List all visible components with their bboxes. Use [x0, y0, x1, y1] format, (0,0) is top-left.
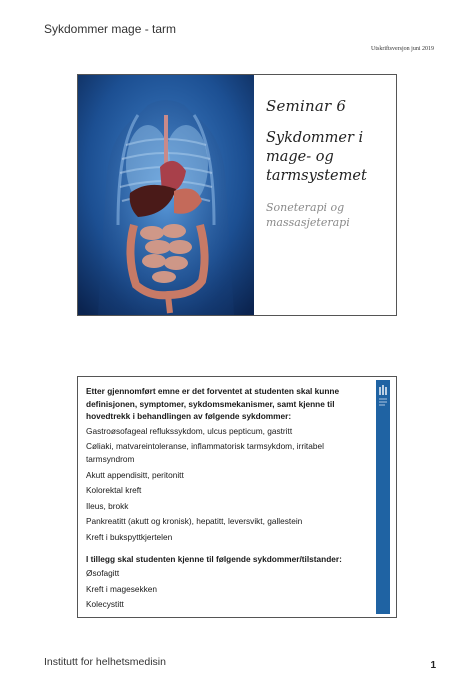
- intro-text: Etter gjennomført emne er det forventet at studenten skal kunne definisjonen, symptomer, sykdomsmekanismer, samt kjenne til hovedtrekk i behandlingen av følgende sykdommer:: [86, 386, 340, 422]
- ifh-logo-icon: [377, 383, 389, 411]
- extra-heading: I tillegg skal studenten kjenne til følgende sykdommer/tilstander:: [86, 553, 342, 564]
- disease-item: Gastroøsofageal reflukssykdom, ulcus pepticum, gastritt: [86, 425, 293, 436]
- print-version: Utskriftsversjon juni 2019: [371, 46, 434, 52]
- seminar-tagline: Soneterapi og massasjeterapi: [266, 201, 350, 229]
- slide-title-text: [266, 97, 390, 230]
- extra-item: Kreft i magesekken: [86, 583, 158, 594]
- disease-item: Cøliaki, matvareintoleranse, inflammatorisk tarmsykdom, irritabel tarmsyndrom: [86, 441, 324, 464]
- disease-item: Pankreatitt (akutt og kronisk), hepatitt, leversvikt, gallestein: [86, 516, 303, 527]
- institution-logo-strip: [376, 380, 390, 614]
- disease-item: Ileus, brokk: [86, 500, 129, 511]
- disease-item: Kolorektal kreft: [86, 485, 142, 496]
- disease-item: Kreft i bukspyttkjertelen: [86, 531, 173, 542]
- disease-item: Akutt appendisitt, peritonitt: [86, 469, 184, 480]
- slide-learning-outcomes: [77, 376, 397, 618]
- footer-institution: Institutt for helhetsmedisin: [44, 656, 166, 668]
- seminar-subtitle: Sykdommer i mage- og tarmsystemet: [266, 130, 367, 184]
- seminar-title: Seminar 6: [266, 97, 347, 115]
- extra-item: Øsofagitt: [86, 568, 120, 579]
- digestive-system-illustration: [78, 75, 254, 315]
- learning-outcomes: [86, 385, 368, 614]
- document-title: Sykdommer mage - tarm: [44, 22, 177, 36]
- extra-item: Kolecystitt: [86, 599, 124, 610]
- page-number: 1: [430, 660, 436, 671]
- slide-title: [77, 74, 397, 316]
